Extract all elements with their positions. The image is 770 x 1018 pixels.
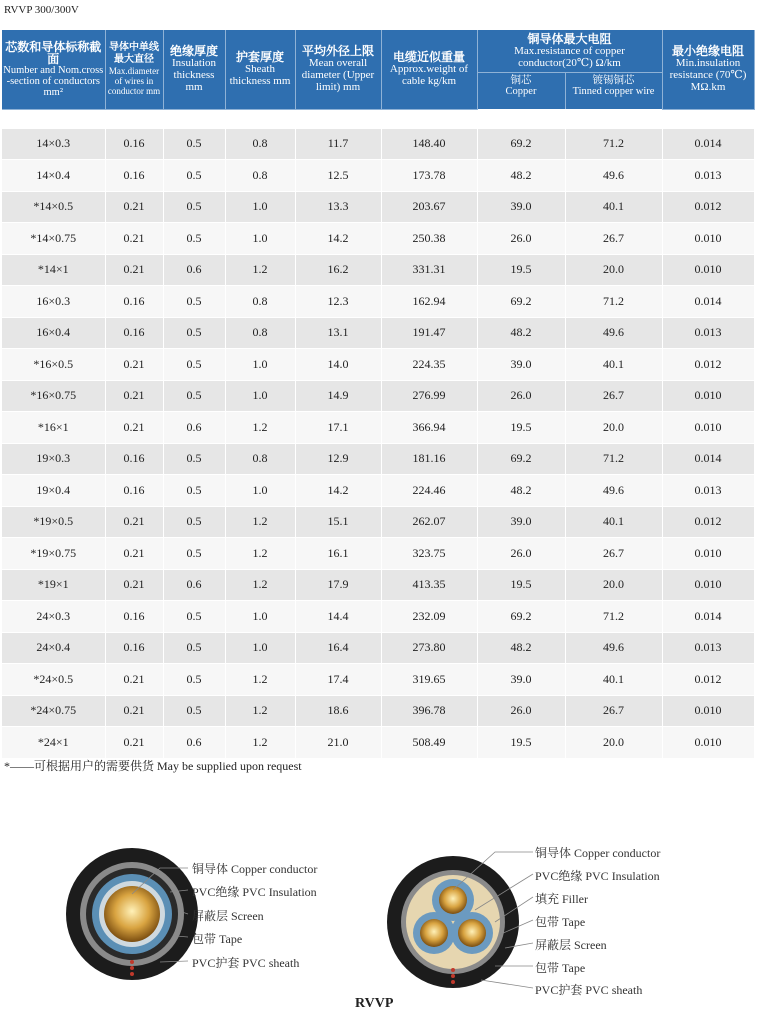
table-cell: 40.1 [565, 664, 662, 696]
table-cell: 319.65 [381, 664, 477, 696]
table-cell: 19.5 [477, 727, 565, 759]
table-cell: 0.21 [105, 380, 163, 412]
single-label-copper: 铜导体 Copper conductor [192, 862, 318, 876]
table-cell: 232.09 [381, 601, 477, 633]
table-row [2, 695, 754, 727]
table-cell: 0.010 [662, 569, 754, 601]
table-cell: 0.010 [662, 223, 754, 255]
three-core-diagram [385, 840, 770, 1000]
table-cell: 20.0 [565, 727, 662, 759]
table-cell: 0.21 [105, 569, 163, 601]
table-cell: 0.010 [662, 254, 754, 286]
table-cell: 273.80 [381, 632, 477, 664]
table-cell: 19×0.3 [2, 443, 105, 475]
table-cell: 0.8 [225, 317, 295, 349]
table-cell: 0.8 [225, 129, 295, 160]
table-cell: 19.5 [477, 254, 565, 286]
table-cell: 26.0 [477, 380, 565, 412]
table-cell: 0.16 [105, 475, 163, 507]
table-cell: 48.2 [477, 317, 565, 349]
table-cell: 191.47 [381, 317, 477, 349]
table-cell: *24×0.5 [2, 664, 105, 696]
table-row [2, 129, 754, 160]
table-cell: 16.1 [295, 538, 381, 570]
table-cell: 0.014 [662, 601, 754, 633]
table-cell: 19×0.4 [2, 475, 105, 507]
table-cell: 508.49 [381, 727, 477, 759]
table-cell: 14×0.4 [2, 160, 105, 192]
table-cell: 1.2 [225, 727, 295, 759]
table-row [2, 380, 754, 412]
table-row [2, 223, 754, 255]
single-label-tape: 包带 Tape [192, 932, 243, 946]
table-cell: 20.0 [565, 254, 662, 286]
table-cell: 24×0.3 [2, 601, 105, 633]
table-cell: 49.6 [565, 160, 662, 192]
table-cell: 14×0.3 [2, 129, 105, 160]
table-row [2, 727, 754, 759]
table-cell: 0.21 [105, 412, 163, 444]
table-cell: 26.7 [565, 538, 662, 570]
table-cell: 331.31 [381, 254, 477, 286]
table-cell: 0.014 [662, 286, 754, 318]
table-cell: 413.35 [381, 569, 477, 601]
table-cell: 69.2 [477, 443, 565, 475]
table-cell: 0.013 [662, 632, 754, 664]
table-cell: 0.21 [105, 664, 163, 696]
table-cell: 0.5 [163, 160, 225, 192]
table-cell: 0.012 [662, 191, 754, 223]
table-cell: 20.0 [565, 412, 662, 444]
table-cell: *19×0.5 [2, 506, 105, 538]
table-row [2, 632, 754, 664]
table-cell: 0.5 [163, 286, 225, 318]
table-cell: *19×1 [2, 569, 105, 601]
table-cell: 0.8 [225, 286, 295, 318]
table-cell: 40.1 [565, 349, 662, 381]
table-cell: 19.5 [477, 569, 565, 601]
copper-conductor [104, 886, 160, 942]
table-cell: 250.38 [381, 223, 477, 255]
table-cell: 1.0 [225, 380, 295, 412]
table-cell: *19×0.75 [2, 538, 105, 570]
table-cell: 1.0 [225, 632, 295, 664]
table-cell: 0.21 [105, 695, 163, 727]
table-cell: 39.0 [477, 506, 565, 538]
table-cell: 0.014 [662, 443, 754, 475]
table-cell: 49.6 [565, 317, 662, 349]
table-cell: 16.2 [295, 254, 381, 286]
table-cell: 12.9 [295, 443, 381, 475]
table-cell: 0.010 [662, 538, 754, 570]
table-cell: 0.8 [225, 443, 295, 475]
table-cell: 0.5 [163, 695, 225, 727]
single-label-sheath: PVC护套 PVC sheath [192, 956, 300, 970]
single-core-diagram [60, 838, 360, 988]
table-cell: 0.6 [163, 727, 225, 759]
table-cell: *14×0.5 [2, 191, 105, 223]
table-cell: 15.1 [295, 506, 381, 538]
table-cell: 11.7 [295, 129, 381, 160]
triple-label-sheath: PVC护套 PVC sheath [535, 983, 643, 997]
header-weight: 电缆近似重量 Approx.weight of cable kg/km [381, 30, 477, 109]
table-cell: 26.0 [477, 223, 565, 255]
table-row [2, 412, 754, 444]
table-cell: 26.7 [565, 380, 662, 412]
table-cell: 13.3 [295, 191, 381, 223]
table-cell: 20.0 [565, 569, 662, 601]
table-cell: 0.16 [105, 632, 163, 664]
triple-label-tape-2: 包带 Tape [535, 961, 586, 975]
triple-label-insulation: PVC绝缘 PVC Insulation [535, 869, 660, 883]
table-row [2, 538, 754, 570]
table-cell: 17.1 [295, 412, 381, 444]
table-cell: 0.5 [163, 664, 225, 696]
table-cell: 14.2 [295, 223, 381, 255]
table-cell: 14.4 [295, 601, 381, 633]
table-cell: 0.16 [105, 286, 163, 318]
table-cell: 39.0 [477, 191, 565, 223]
table-cell: 148.40 [381, 129, 477, 160]
table-cell: 19.5 [477, 412, 565, 444]
table-cell: 69.2 [477, 129, 565, 160]
table-cell: 0.5 [163, 443, 225, 475]
table-cell: 1.2 [225, 254, 295, 286]
table-cell: 40.1 [565, 191, 662, 223]
table-cell: *24×0.75 [2, 695, 105, 727]
table-cell: 71.2 [565, 443, 662, 475]
table-cell: 0.16 [105, 443, 163, 475]
table-cell: 0.6 [163, 254, 225, 286]
single-label-insulation: PVC绝缘 PVC Insulation [192, 885, 317, 899]
table-cell: 0.012 [662, 349, 754, 381]
table-row [2, 254, 754, 286]
table-cell: 224.46 [381, 475, 477, 507]
header-insulation-resistance: 最小绝缘电阻 Min.insulation resistance (70℃) MΩ.km [662, 30, 754, 109]
table-cell: 48.2 [477, 475, 565, 507]
table-cell: 13.1 [295, 317, 381, 349]
table-cell: 0.013 [662, 317, 754, 349]
header-insulation: 绝缘厚度 Insulation thickness mm [163, 30, 225, 109]
table-cell: 26.7 [565, 695, 662, 727]
spec-table [2, 30, 755, 759]
table-cell: 366.94 [381, 412, 477, 444]
table-cell: 14.2 [295, 475, 381, 507]
table-cell: *24×1 [2, 727, 105, 759]
header-resistance: 铜导体最大电阻 Max.resistance of copper conductor(20℃) Ω/km [477, 30, 662, 73]
figure-caption: RVVP [355, 996, 394, 1011]
table-row [2, 317, 754, 349]
table-row [2, 569, 754, 601]
table-cell: 396.78 [381, 695, 477, 727]
table-cell: 26.0 [477, 538, 565, 570]
table-cell: 1.2 [225, 664, 295, 696]
table-cell: 12.3 [295, 286, 381, 318]
table-cell: 1.2 [225, 538, 295, 570]
table-cell: 0.5 [163, 129, 225, 160]
triple-label-copper: 铜导体 Copper conductor [535, 846, 661, 860]
table-cell: 0.010 [662, 380, 754, 412]
table-cell: 1.2 [225, 695, 295, 727]
table-cell: 0.6 [163, 569, 225, 601]
table-cell: 0.5 [163, 601, 225, 633]
table-cell: 18.6 [295, 695, 381, 727]
table-cell: *14×1 [2, 254, 105, 286]
table-cell: *16×0.5 [2, 349, 105, 381]
table-cell: 0.5 [163, 191, 225, 223]
table-cell: 26.0 [477, 695, 565, 727]
table-cell: 1.0 [225, 349, 295, 381]
table-cell: 0.21 [105, 349, 163, 381]
table-cell: 276.99 [381, 380, 477, 412]
table-cell: 0.16 [105, 317, 163, 349]
table-cell: 69.2 [477, 601, 565, 633]
table-cell: 49.6 [565, 475, 662, 507]
table-cell: 323.75 [381, 538, 477, 570]
table-cell: 0.21 [105, 191, 163, 223]
table-cell: 0.21 [105, 223, 163, 255]
table-row [2, 349, 754, 381]
table-cell: 0.8 [225, 160, 295, 192]
table-row [2, 443, 754, 475]
table-cell: 12.5 [295, 160, 381, 192]
table-cell: 1.2 [225, 506, 295, 538]
table-cell: 24×0.4 [2, 632, 105, 664]
table-cell: 0.5 [163, 475, 225, 507]
page-label: RVVP 300/300V [4, 4, 79, 16]
table-cell: 0.012 [662, 664, 754, 696]
table-cell: 0.21 [105, 538, 163, 570]
single-label-screen: 屏蔽层 Screen [192, 909, 264, 923]
header-sheath: 护套厚度 Sheath thickness mm [225, 30, 295, 109]
table-cell: 0.5 [163, 632, 225, 664]
triple-label-tape-1: 包带 Tape [535, 915, 586, 929]
header-conductors: 芯数和导体标称截面 Number and Nom.cross -section of conductors mm² [2, 30, 105, 109]
table-cell: 0.010 [662, 727, 754, 759]
header-tinned-copper: 镀锡铜芯 Tinned copper wire [565, 73, 662, 110]
table-cell: 71.2 [565, 601, 662, 633]
table-cell: *16×0.75 [2, 380, 105, 412]
table-cell: 224.35 [381, 349, 477, 381]
table-row [2, 475, 754, 507]
table-cell: *14×0.75 [2, 223, 105, 255]
triple-label-screen: 屏蔽层 Screen [535, 938, 607, 952]
table-cell: 71.2 [565, 286, 662, 318]
table-cell: 162.94 [381, 286, 477, 318]
table-cell: 14.0 [295, 349, 381, 381]
table-cell: 0.21 [105, 506, 163, 538]
table-cell: *16×1 [2, 412, 105, 444]
table-cell: 173.78 [381, 160, 477, 192]
table-cell: 1.0 [225, 601, 295, 633]
table-cell: 71.2 [565, 129, 662, 160]
table-cell: 262.07 [381, 506, 477, 538]
table-cell: 39.0 [477, 349, 565, 381]
table-cell: 0.014 [662, 129, 754, 160]
table-cell: 48.2 [477, 632, 565, 664]
table-cell: 39.0 [477, 664, 565, 696]
header-copper: 铜芯 Copper [477, 73, 565, 110]
table-cell: 17.9 [295, 569, 381, 601]
table-cell: 16.4 [295, 632, 381, 664]
table-cell: 0.010 [662, 412, 754, 444]
table-cell: 49.6 [565, 632, 662, 664]
table-cell: 181.16 [381, 443, 477, 475]
table-cell: 0.5 [163, 538, 225, 570]
table-cell: 0.16 [105, 160, 163, 192]
table-cell: 0.5 [163, 380, 225, 412]
table-cell: 0.5 [163, 349, 225, 381]
header-overall-diameter: 平均外径上限 Mean overall diameter (Upper limit) mm [295, 30, 381, 109]
table-cell: 0.6 [163, 412, 225, 444]
table-cell: 203.67 [381, 191, 477, 223]
footnote: *——可根据用户的需要供货 May be supplied upon request [4, 759, 302, 773]
table-cell: 0.010 [662, 695, 754, 727]
table-cell: 16×0.3 [2, 286, 105, 318]
table-cell: 0.012 [662, 506, 754, 538]
header-wire-diameter: 导体中单线最大直径 Max.diameter of wires in conductor mm [105, 30, 163, 109]
table-cell: 21.0 [295, 727, 381, 759]
table-cell: 1.2 [225, 412, 295, 444]
table-cell: 16×0.4 [2, 317, 105, 349]
table-cell: 0.21 [105, 727, 163, 759]
table-row [2, 506, 754, 538]
table-cell: 0.5 [163, 506, 225, 538]
table-cell: 0.21 [105, 254, 163, 286]
table-row [2, 286, 754, 318]
table-cell: 0.16 [105, 129, 163, 160]
table-cell: 40.1 [565, 506, 662, 538]
table-cell: 0.013 [662, 475, 754, 507]
table-cell: 69.2 [477, 286, 565, 318]
triple-label-filler: 填充 Filler [535, 892, 588, 906]
table-cell: 0.013 [662, 160, 754, 192]
table-cell: 48.2 [477, 160, 565, 192]
table-cell: 17.4 [295, 664, 381, 696]
table-row [2, 160, 754, 192]
table-row [2, 601, 754, 633]
table-cell: 1.0 [225, 223, 295, 255]
table-cell: 0.5 [163, 317, 225, 349]
table-cell: 14.9 [295, 380, 381, 412]
table-cell: 0.5 [163, 223, 225, 255]
table-cell: 1.0 [225, 191, 295, 223]
table-row [2, 664, 754, 696]
table-cell: 26.7 [565, 223, 662, 255]
table-cell: 0.16 [105, 601, 163, 633]
table-row [2, 191, 754, 223]
table-cell: 1.0 [225, 475, 295, 507]
table-cell: 1.2 [225, 569, 295, 601]
